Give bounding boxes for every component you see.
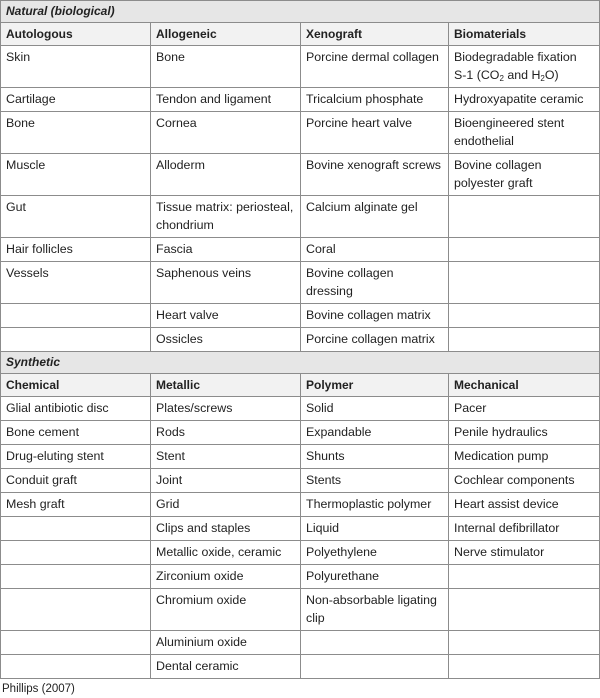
table-cell	[449, 631, 600, 655]
table-cell	[449, 655, 600, 679]
table-cell: Expandable	[301, 421, 449, 445]
table-row	[1, 469, 600, 493]
table-row	[1, 565, 600, 589]
table-cell	[1, 589, 151, 631]
table-row	[1, 238, 600, 262]
table-cell	[449, 46, 600, 88]
table-cell	[1, 631, 151, 655]
cell-text-part: 2	[540, 74, 545, 83]
table-cell: Porcine collagen matrix	[301, 328, 449, 352]
table-row	[1, 397, 600, 421]
table-row	[1, 589, 600, 631]
table-cell	[1, 565, 151, 589]
table-cell: Bovine collagen dressing	[301, 262, 449, 304]
table-row	[1, 421, 600, 445]
column-header: Biomaterials	[449, 23, 600, 46]
source-citation: Phillips (2007)	[2, 683, 75, 695]
table-cell: Tissue matrix: periosteal, chondrium	[151, 196, 301, 238]
table-cell: Fascia	[151, 238, 301, 262]
table-row	[1, 655, 600, 679]
table-cell: Saphenous veins	[151, 262, 301, 304]
table-cell: Bovine collagen matrix	[301, 304, 449, 328]
cell-line	[454, 66, 594, 84]
table-cell: Polyethylene	[301, 541, 449, 565]
table-cell: Plates/screws	[151, 397, 301, 421]
table-cell: Conduit graft	[1, 469, 151, 493]
table-cell: Non-absorbable ligating clip	[301, 589, 449, 631]
table-cell: Thermoplastic polymer	[301, 493, 449, 517]
table-cell: Shunts	[301, 445, 449, 469]
table-cell: Aluminium oxide	[151, 631, 301, 655]
table-cell: Tendon and ligament	[151, 88, 301, 112]
table-cell: Bone	[151, 46, 301, 88]
table-cell: Alloderm	[151, 154, 301, 196]
table-cell: Coral	[301, 238, 449, 262]
table-cell	[1, 655, 151, 679]
table-cell: Stent	[151, 445, 301, 469]
table-cell: Vessels	[1, 262, 151, 304]
table-cell	[449, 565, 600, 589]
table-cell: Polyurethane	[301, 565, 449, 589]
column-header: Autologous	[1, 23, 151, 46]
table-cell: Heart assist device	[449, 493, 600, 517]
table-cell	[1, 328, 151, 352]
table-cell: Muscle	[1, 154, 151, 196]
table-cell: Grid	[151, 493, 301, 517]
table-cell: Drug-eluting stent	[1, 445, 151, 469]
section-title: Natural (biological)	[1, 1, 600, 23]
table-body	[1, 1, 600, 679]
table-row	[1, 154, 600, 196]
table-row	[1, 46, 600, 88]
table-cell: Stents	[301, 469, 449, 493]
table-cell: Penile hydraulics	[449, 421, 600, 445]
section-header-row	[1, 1, 600, 23]
table-cell: Chromium oxide	[151, 589, 301, 631]
column-header: Xenograft	[301, 23, 449, 46]
table-cell: Bioengineered stent endothelial	[449, 112, 600, 154]
table-cell	[449, 196, 600, 238]
section-header-row	[1, 352, 600, 374]
cell-text-part: 2	[499, 74, 504, 83]
table-cell	[449, 238, 600, 262]
table-row	[1, 493, 600, 517]
table-cell: Calcium alginate gel	[301, 196, 449, 238]
cell-text-part: S-1 (CO	[454, 68, 500, 82]
table-cell: Glial antibiotic disc	[1, 397, 151, 421]
column-header: Metallic	[151, 374, 301, 397]
table-cell: Heart valve	[151, 304, 301, 328]
table-cell: Hair follicles	[1, 238, 151, 262]
table-row	[1, 517, 600, 541]
column-header: Allogeneic	[151, 23, 301, 46]
table-cell	[449, 262, 600, 304]
table-cell	[449, 328, 600, 352]
cell-text-part: and H	[503, 68, 541, 82]
table-cell: Bovine collagen polyester graft	[449, 154, 600, 196]
table-cell: Medication pump	[449, 445, 600, 469]
table-cell	[301, 631, 449, 655]
table-row	[1, 631, 600, 655]
column-header-row	[1, 23, 600, 46]
table-row	[1, 112, 600, 154]
cell-text-part: O)	[544, 68, 559, 82]
table-cell: Bovine xenograft screws	[301, 154, 449, 196]
table-cell: Solid	[301, 397, 449, 421]
table-row	[1, 445, 600, 469]
table-cell: Liquid	[301, 517, 449, 541]
table-cell: Clips and staples	[151, 517, 301, 541]
cell-line: Biodegradable fixation	[454, 50, 577, 64]
column-header-row	[1, 374, 600, 397]
table-cell	[1, 517, 151, 541]
table-cell: Porcine dermal collagen	[301, 46, 449, 88]
table-cell: Cornea	[151, 112, 301, 154]
table-cell	[449, 304, 600, 328]
table-cell: Skin	[1, 46, 151, 88]
table-cell: Tricalcium phosphate	[301, 88, 449, 112]
table-cell: Bone cement	[1, 421, 151, 445]
table-cell: Pacer	[449, 397, 600, 421]
column-header: Chemical	[1, 374, 151, 397]
table-cell: Cartilage	[1, 88, 151, 112]
table-row	[1, 262, 600, 304]
table-cell: Mesh graft	[1, 493, 151, 517]
table-row	[1, 328, 600, 352]
column-header: Polymer	[301, 374, 449, 397]
table-cell: Dental ceramic	[151, 655, 301, 679]
table-cell: Hydroxyapatite ceramic	[449, 88, 600, 112]
table-cell: Porcine heart valve	[301, 112, 449, 154]
table-row	[1, 541, 600, 565]
table-cell: Joint	[151, 469, 301, 493]
table-row	[1, 88, 600, 112]
table-cell: Rods	[151, 421, 301, 445]
table-row	[1, 304, 600, 328]
table-cell: Internal defibrillator	[449, 517, 600, 541]
table-cell	[449, 589, 600, 631]
table-cell	[301, 655, 449, 679]
table-cell	[1, 304, 151, 328]
table-cell: Metallic oxide, ceramic	[151, 541, 301, 565]
column-header: Mechanical	[449, 374, 600, 397]
table-cell: Nerve stimulator	[449, 541, 600, 565]
section-title: Synthetic	[1, 352, 600, 374]
table-cell: Zirconium oxide	[151, 565, 301, 589]
table-cell	[1, 541, 151, 565]
table-row	[1, 196, 600, 238]
table-cell: Cochlear components	[449, 469, 600, 493]
table-cell: Ossicles	[151, 328, 301, 352]
table-cell: Bone	[1, 112, 151, 154]
table-cell: Gut	[1, 196, 151, 238]
